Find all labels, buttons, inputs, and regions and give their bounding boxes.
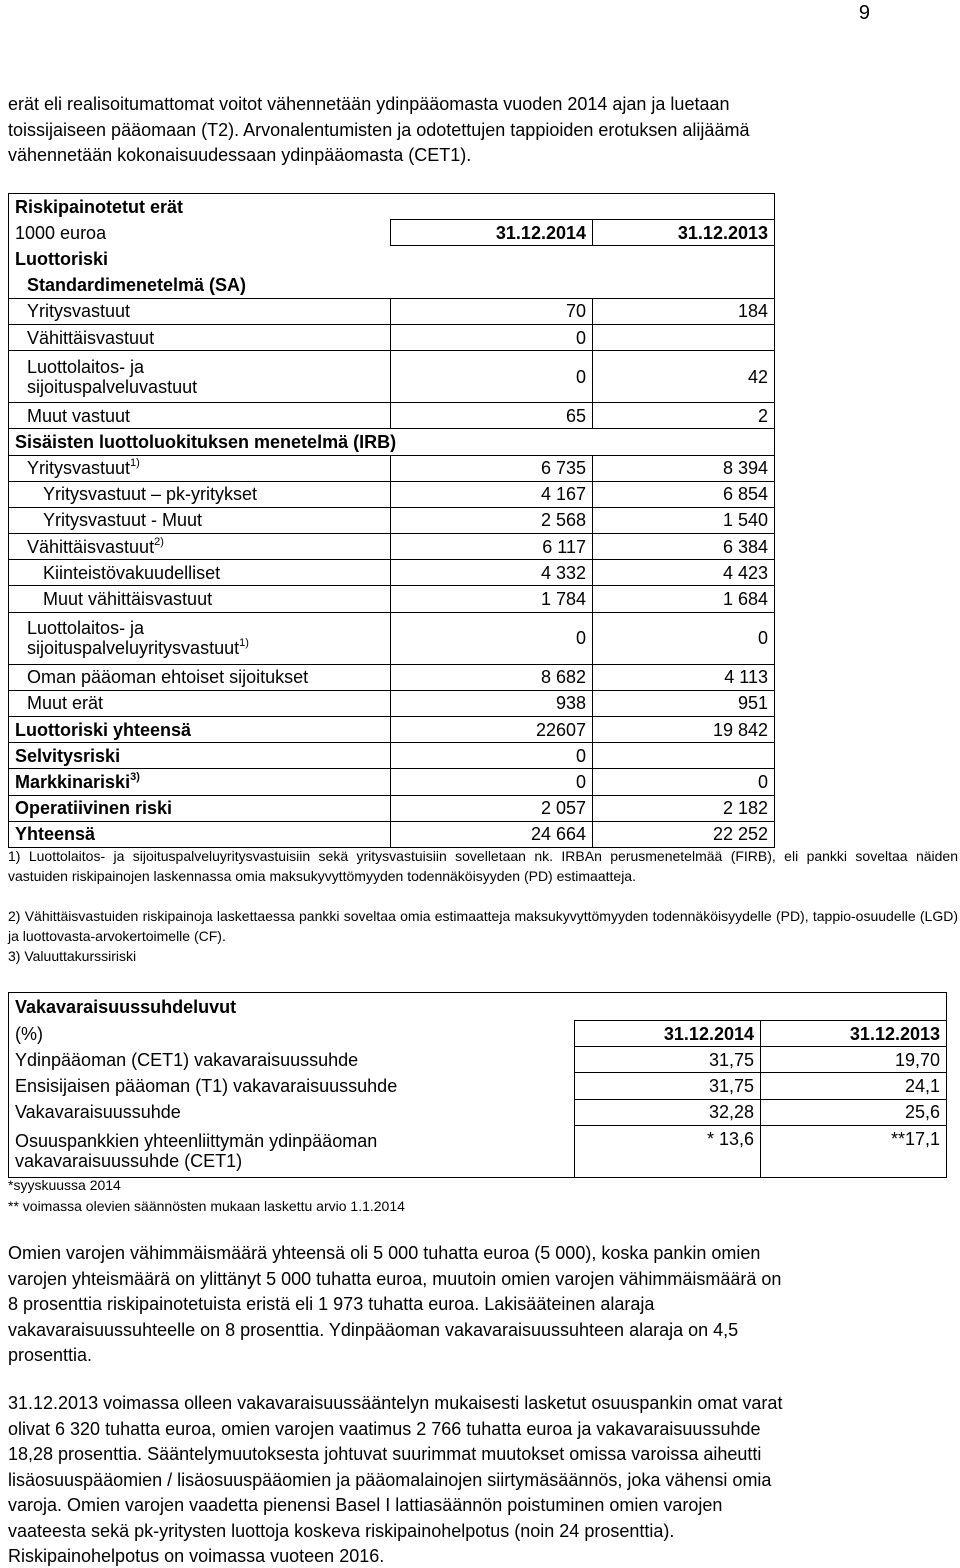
footnote-mark: 3) bbox=[130, 770, 140, 783]
row-label: Ydinpääoman (CET1) vakavaraisuussuhde bbox=[9, 1047, 575, 1073]
row-label bbox=[9, 455, 391, 481]
unit-label: (%) bbox=[9, 1021, 575, 1047]
text-line: 31.12.2013 voimassa olleen vakavaraisuussääntelyn mukaisesti lasketut osuuspankin omat varat bbox=[8, 1393, 783, 1413]
value-2014: 4 167 bbox=[391, 481, 593, 507]
value-2013: 2 bbox=[593, 403, 775, 429]
row-label bbox=[9, 534, 391, 560]
row-label-text: sijoituspalveluyritysvastuut bbox=[27, 638, 240, 659]
row-label: Yhteensä bbox=[9, 821, 391, 847]
row-label: Selvitysriski bbox=[9, 743, 391, 769]
value-2014: 0 bbox=[391, 743, 593, 769]
table-row bbox=[9, 612, 775, 664]
value-2013: 25,6 bbox=[761, 1099, 947, 1125]
value-2013: 0 bbox=[593, 769, 775, 795]
footnote-mark: 1) bbox=[130, 457, 140, 470]
text-line: vähennetään kokonaisuudessaan ydinpääomasta (CET1). bbox=[8, 145, 472, 165]
value-2014: 6 117 bbox=[391, 534, 593, 560]
value-2014: 32,28 bbox=[575, 1099, 761, 1125]
value-2014: 0 bbox=[391, 351, 593, 403]
row-label-line: Luottolaitos- ja bbox=[27, 618, 145, 639]
row-label-line bbox=[27, 638, 384, 658]
row-label: Yritysvastuut - Muut bbox=[9, 507, 391, 533]
row-label: Yritysvastuut – pk-yritykset bbox=[9, 481, 391, 507]
table-row bbox=[9, 1073, 947, 1099]
row-label: Muut vastuut bbox=[9, 403, 391, 429]
column-header-2013: 31.12.2013 bbox=[761, 1021, 947, 1047]
section-heading: Luottoriski bbox=[9, 246, 775, 272]
table-row bbox=[9, 534, 775, 560]
table-row bbox=[9, 1125, 947, 1177]
value-2013: 2 182 bbox=[593, 795, 775, 821]
value-2013: 19,70 bbox=[761, 1047, 947, 1073]
row-label-text: Markkinariski bbox=[15, 771, 131, 792]
text-line: toissijaiseen pääomaan (T2). Arvonalentumisten ja odotettujen tappioiden erotuksen alijäämä bbox=[8, 119, 750, 140]
value-2013: 1 540 bbox=[593, 507, 775, 533]
row-label-text: Vähittäisvastuut bbox=[27, 536, 155, 557]
ratio-note-2: ** voimassa olevien säännösten mukaan laskettu arvio 1.1.2014 bbox=[8, 1198, 405, 1214]
footnote-3: 3) Valuuttakurssiriski bbox=[8, 948, 137, 964]
row-label bbox=[9, 612, 391, 664]
table-row bbox=[9, 403, 775, 429]
text-line: varoja. Omien varojen vaadetta pienensi Basel I lattiasäännön poistuminen omien varojen bbox=[8, 1495, 723, 1515]
text-line: olivat 6 320 tuhatta euroa, omien varojen vaatimus 2 766 tuhatta euroa ja vakavaraisuussuhde bbox=[8, 1418, 761, 1439]
row-label: Ensisijaisen pääoman (T1) vakavaraisuussuhde bbox=[9, 1073, 575, 1099]
row-label: Yritysvastuut bbox=[9, 298, 391, 324]
value-2014: 2 568 bbox=[391, 507, 593, 533]
value-2013: 951 bbox=[593, 690, 775, 716]
footnote-2: 2) Vähittäisvastuiden riskipainoja laskettaessa pankki soveltaa omia estimaatteja maksukyvyttömyyden todennäköisyydelle (PD), tappio-osuudelle (LGD) ja luottovasta-arvokertoimelle (CF). bbox=[8, 908, 958, 944]
total-row bbox=[9, 717, 775, 743]
row-label-line: sijoituspalveluvastuut bbox=[27, 376, 198, 397]
text-line: vakavaraisuussuhteelle on 8 prosenttia. Ydinpääoman vakavaraisuussuhteen alaraja on 4,5 bbox=[8, 1319, 739, 1340]
table-row bbox=[9, 481, 775, 507]
ratio-note-1: *syyskuussa 2014 bbox=[8, 1177, 121, 1193]
table-row bbox=[9, 586, 775, 612]
value-2014: 70 bbox=[391, 298, 593, 324]
table-row bbox=[9, 455, 775, 481]
column-header-2013: 31.12.2013 bbox=[593, 220, 775, 246]
capital-ratio-table bbox=[8, 992, 947, 1178]
value-2013 bbox=[593, 324, 775, 350]
text-line: 8 prosenttia riskipainotetuista eristä eli 1 973 tuhatta euroa. Lakisääteinen alaraja bbox=[8, 1294, 655, 1314]
row-label: Operatiivinen riski bbox=[9, 795, 391, 821]
row-label bbox=[9, 351, 391, 403]
value-2013 bbox=[593, 743, 775, 769]
text-line: Riskipainohelpotus on voimassa vuoteen 2016. bbox=[8, 1546, 385, 1566]
row-label: Luottoriski yhteensä bbox=[9, 717, 391, 743]
total-row bbox=[9, 769, 775, 795]
value-2013: 6 384 bbox=[593, 534, 775, 560]
value-2014: 31,75 bbox=[575, 1047, 761, 1073]
table-row bbox=[9, 351, 775, 403]
row-label: Muut erät bbox=[9, 690, 391, 716]
footnote-mark: 2) bbox=[154, 535, 164, 548]
value-2014: 22607 bbox=[391, 717, 593, 743]
value-2013: 0 bbox=[593, 612, 775, 664]
text-line: erät eli realisoitumattomat voitot vähennetään ydinpääomasta vuoden 2014 ajan ja luetaan bbox=[8, 94, 730, 114]
value-2013: 24,1 bbox=[761, 1073, 947, 1099]
value-2014: 31,75 bbox=[575, 1073, 761, 1099]
section-heading: Sisäisten luottoluokituksen menetelmä (IRB) bbox=[9, 429, 775, 455]
value-2013: 6 854 bbox=[593, 481, 775, 507]
unit-label: 1000 euroa bbox=[9, 220, 391, 246]
value-2013: 19 842 bbox=[593, 717, 775, 743]
column-header-2014: 31.12.2014 bbox=[391, 220, 593, 246]
text-line: prosenttia. bbox=[8, 1345, 93, 1365]
total-row bbox=[9, 795, 775, 821]
value-2013: 4 423 bbox=[593, 560, 775, 586]
value-2014: 6 735 bbox=[391, 455, 593, 481]
row-label bbox=[9, 1125, 575, 1177]
row-label-line: Osuuspankkien yhteenliittymän ydinpääoman bbox=[15, 1131, 378, 1151]
value-2013: 4 113 bbox=[593, 664, 775, 690]
row-label: Vakavaraisuussuhde bbox=[9, 1099, 575, 1125]
table-row bbox=[9, 664, 775, 690]
total-row bbox=[9, 821, 775, 847]
intro-paragraph bbox=[8, 92, 948, 169]
value-2014: 938 bbox=[391, 690, 593, 716]
value-2014: 4 332 bbox=[391, 560, 593, 586]
text-line: vaateesta sekä pk-yritysten luottoja koskeva riskipainohelpotus (noin 24 prosenttia). bbox=[8, 1520, 675, 1541]
row-label-line: vakavaraisuussuhde (CET1) bbox=[15, 1151, 243, 1171]
value-2013: 8 394 bbox=[593, 455, 775, 481]
row-label-text: Yritysvastuut bbox=[27, 458, 131, 479]
value-2014: 0 bbox=[391, 612, 593, 664]
value-2014: 0 bbox=[391, 324, 593, 350]
minimum-own-funds-paragraph bbox=[8, 1241, 948, 1369]
table-title: Riskipainotetut erät bbox=[9, 194, 775, 220]
value-2014: 2 057 bbox=[391, 795, 593, 821]
value-2013: 42 bbox=[593, 351, 775, 403]
table-row bbox=[9, 1099, 947, 1125]
table-row bbox=[9, 507, 775, 533]
value-2014: 1 784 bbox=[391, 586, 593, 612]
text-line: varojen yhteismäärä on ylittänyt 5 000 tuhatta euroa, muutoin omien varojen vähimmäismäärä on bbox=[8, 1268, 782, 1289]
table-row bbox=[9, 690, 775, 716]
value-2014: 65 bbox=[391, 403, 593, 429]
table-title: Vakavaraisuussuhdeluvut bbox=[9, 993, 947, 1021]
value-2013: **17,1 bbox=[761, 1125, 947, 1177]
value-2013: 22 252 bbox=[593, 821, 775, 847]
text-line: 18,28 prosenttia. Sääntelymuutoksesta johtuvat suurimmat muutokset omissa varoissa aiheutti bbox=[8, 1444, 762, 1464]
footnote-1: 1) Luottolaitos- ja sijoituspalveluyritysvastuisiin sekä yritysvastuisiin sovelletaan nk. IRBAn perusmenetelmää (FIRB), eli pankki soveltaa näiden vastuiden riskipainojen laskennassa omia maksukyvyttömyyden todennäköisyyden (PD) estimaatteja. bbox=[8, 848, 958, 884]
value-2013: 184 bbox=[593, 298, 775, 324]
table-row bbox=[9, 560, 775, 586]
row-label: Kiinteistövakuudelliset bbox=[9, 560, 391, 586]
table-row bbox=[9, 324, 775, 350]
value-2013: 1 684 bbox=[593, 586, 775, 612]
row-label-line: Luottolaitos- ja bbox=[27, 356, 145, 377]
row-label: Vähittäisvastuut bbox=[9, 324, 391, 350]
value-2014: 24 664 bbox=[391, 821, 593, 847]
page-number: 9 bbox=[858, 2, 870, 24]
value-2014: 8 682 bbox=[391, 664, 593, 690]
value-2014: * 13,6 bbox=[575, 1125, 761, 1177]
column-header-2014: 31.12.2014 bbox=[575, 1021, 761, 1047]
value-2014: 0 bbox=[391, 769, 593, 795]
risk-weighted-table bbox=[8, 193, 775, 848]
text-line: Omien varojen vähimmäismäärä yhteensä oli 5 000 tuhatta euroa (5 000), koska pankin omien bbox=[8, 1243, 761, 1263]
table-row bbox=[9, 298, 775, 324]
row-label: Muut vähittäisvastuut bbox=[9, 586, 391, 612]
text-line: lisäosuuspääomien / lisäosuuspääomien ja pääomalainojen siirtymäsäännös, joka vähensi omia bbox=[8, 1469, 772, 1490]
row-label bbox=[9, 769, 391, 795]
regulation-change-paragraph bbox=[8, 1391, 948, 1568]
footnote-mark: 1) bbox=[239, 637, 249, 650]
table-row bbox=[9, 1047, 947, 1073]
total-row bbox=[9, 743, 775, 769]
row-label: Oman pääoman ehtoiset sijoitukset bbox=[9, 664, 391, 690]
section-heading: Standardimenetelmä (SA) bbox=[9, 272, 775, 298]
